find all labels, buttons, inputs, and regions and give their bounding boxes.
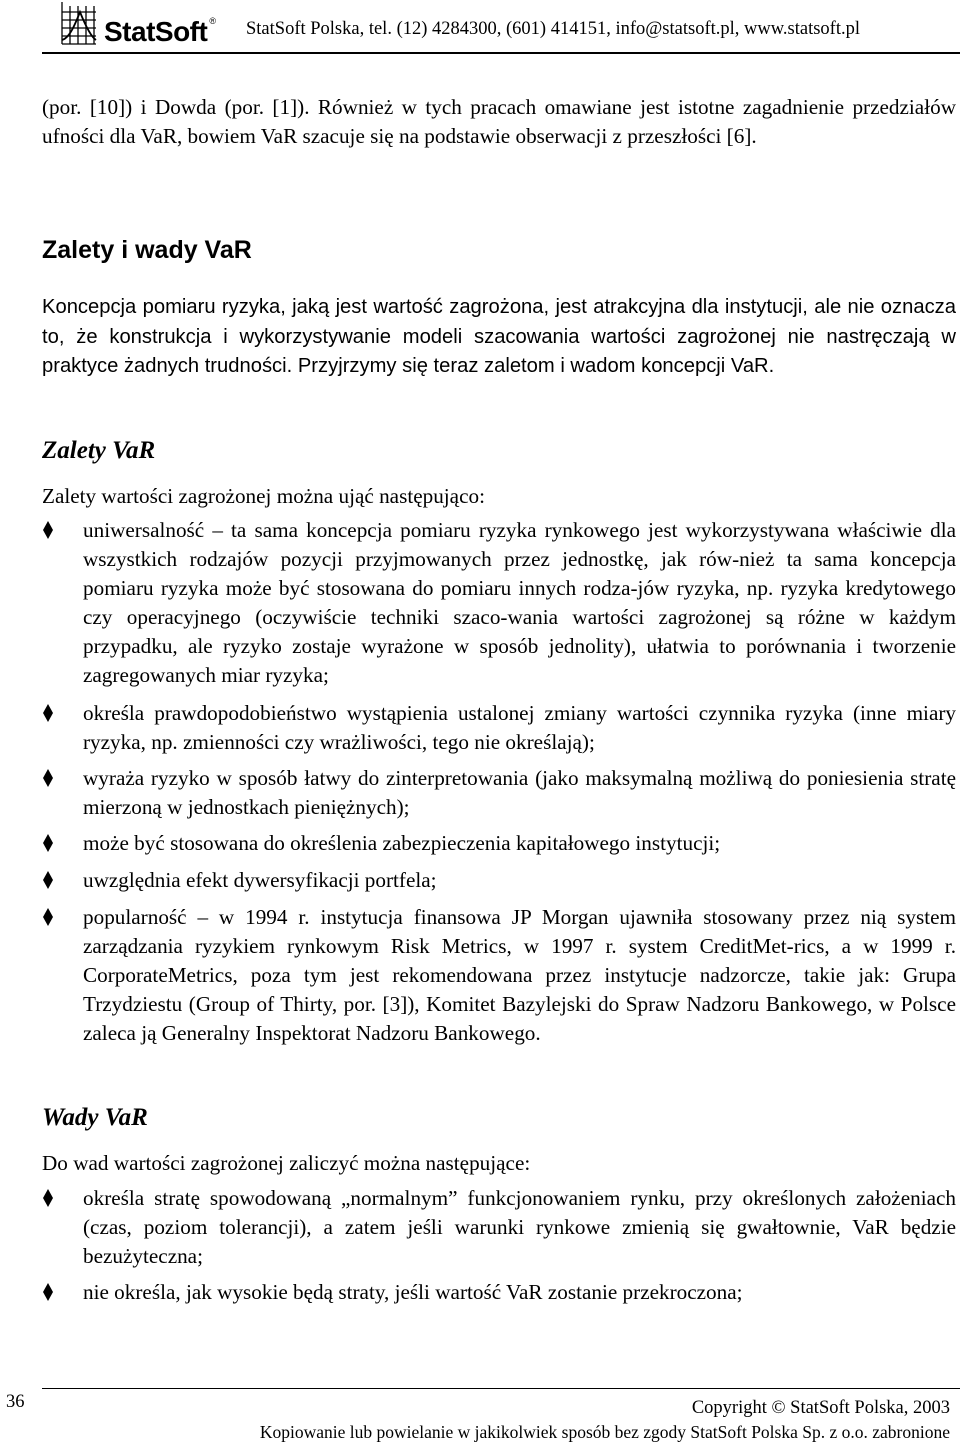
list-item-text: uwzględnia efekt dywersyfikacji portfela; [83,868,437,892]
diamond-bullet-icon [42,1187,54,1209]
footer-copyright: Copyright © StatSoft Polska, 2003 [691,1398,950,1418]
page-header [42,0,942,52]
statsoft-logo [56,0,276,48]
advantages-intro: Zalety wartości zagrożonej można ująć następująco: [42,484,485,508]
diamond-bullet-icon [42,869,54,891]
diamond-bullet-icon [42,519,54,541]
list-item-text: określa prawdopodobieństwo wystąpienia ustalonej zmiany wartości czynnika ryzyka (inne miary ryzyka, np. zmienności czy wrażliwości, tego nie określają); [83,701,956,754]
logo-wordmark: StatSoft ® [104,16,216,47]
header-contact: StatSoft Polska, tel. (12) 4284300, (601) 414151, info@statsoft.pl, www.statsoft.pl [246,19,860,39]
list-item-text: określa stratę spowodowaną „normalnym” funkcjonowaniem rynku, przy określonych założeniach (czas, poziom tolerancji), a zatem jeśli warunki rynkowe zmienią się gwałtownie, VaR będzie bezużyteczna; [83,1186,956,1268]
diamond-bullet-icon [42,832,54,854]
list-item-text: nie określa, jak wysokie będą straty, jeśli wartość VaR zostanie przekroczona; [83,1280,743,1304]
disadvantages-intro: Do wad wartości zagrożonej zaliczyć można następujące: [42,1151,531,1175]
list-item-text: popularność – w 1994 r. instytucja finansowa JP Morgan ujawniła stosowany przez nią system zarządzania ryzykiem rynkowym Risk Metrics, w 1997 r. system CreditMet-rics, a w 1999 r. CorporateMetrics, poza tym jest rekomendowana przez instytucje nadzorcze, takie jak: Grupa Trzydziestu (Group of Thirty, por. [3]), Komitet Bazylejski do Spraw Nadzoru Bankowego, w Polsce zaleca ją Generalny Inspektorat Nadzoru Bankowego. [83,905,956,1045]
section-title: Zalety i wady VaR [42,236,252,264]
section-paragraph: Koncepcja pomiaru ryzyka, jaką jest wartość zagrożona, jest atrakcyjna dla instytucji, ale nie oznacza to, że konstrukcja i wykorzystywanie modeli szacowania wartości zagrożonej nie nastręczają w praktyce żadnych trudności. Przyjrzymy się teraz zaletom i wadom koncepcji VaR. [42,296,956,377]
logo-grid-icon [58,0,98,46]
advantages-title: Zalety VaR [42,437,156,464]
list-item-text: może być stosowana do określenia zabezpieczenia kapitałowego instytucji; [83,831,721,855]
footer-legal-notice: Kopiowanie lub powielanie w jakikolwiek sposób bez zgody StatSoft Polska Sp. z o.o. zabronione [259,1422,950,1442]
intro-paragraph: (por. [10]) i Dowda (por. [1]). Również w tych pracach omawiane jest istotne zagadnienie przedziałów ufności dla VaR, bowiem VaR szacuje się na podstawie obserwacji z przeszłości [6]. [42,95,956,148]
header-divider [42,52,960,54]
footer-divider [42,1388,960,1389]
diamond-bullet-icon [42,1281,54,1303]
page-number: 36 [6,1392,25,1412]
disadvantages-title: Wady VaR [42,1104,148,1131]
diamond-bullet-icon [42,906,54,928]
diamond-bullet-icon [42,702,54,724]
list-item-text: uniwersalność – ta sama koncepcja pomiaru ryzyka rynkowego jest wykorzystywana właściwie dla wszystkich rodzajów pozycji przyjmowanych przez jednostkę, jak rów-nież ta sama koncepcja pomiaru ryzyka może być stosowana do pomiaru innych rodza-jów ryzyka, np. ryzyka kredytowego czy operacyjnego (oczywiście techniki szaco-wania wartości zagrożonej są różne w każdym przypadku, ale ryzyko zostaje wyrażone w sposób jednolity), ułatwia to porównania i tworzenie zagregowanych miar ryzyka; [83,518,956,687]
diamond-bullet-icon [42,767,54,789]
list-item-text: wyraża ryzyko w sposób łatwy do zinterpretowania (jako maksymalną możliwą do poniesienia stratę mierzoną w jednostkach pieniężnych); [83,766,956,819]
